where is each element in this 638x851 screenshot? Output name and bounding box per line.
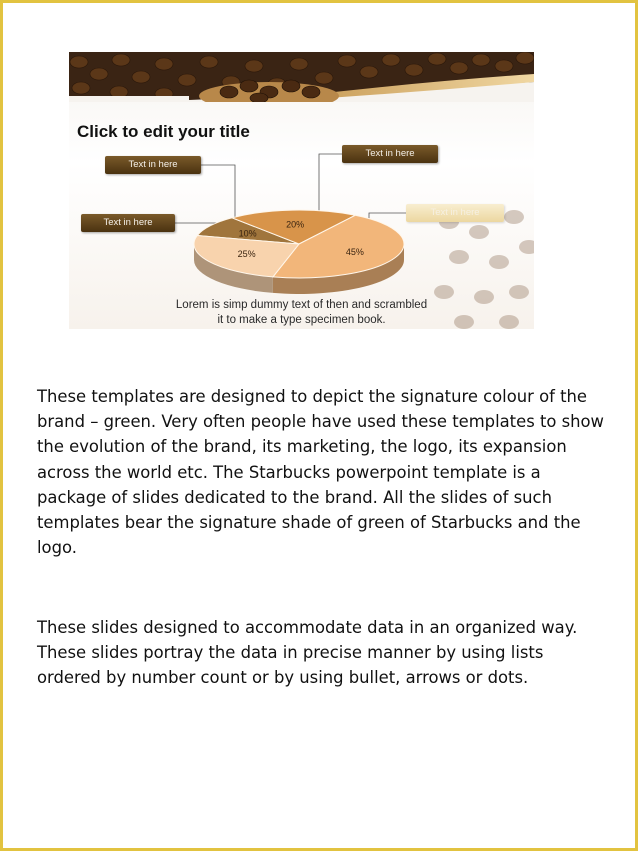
pie-slice-label: 20% [286, 219, 305, 230]
callout-mid-left-label: Text in here [103, 217, 153, 228]
pie-chart [69, 52, 534, 329]
paragraph-2: These slides designed to accommodate data in an organized way. These slides portray the data in precise manner by using lists ordered by number count or by using bullet, arrows or dots. [37, 618, 578, 688]
callout-top-center-label: Text in here [365, 148, 415, 159]
slide-caption-line-2: it to make a type specimen book. [217, 314, 386, 326]
callout-top-left [105, 156, 201, 174]
callout-top-left-label: Text in here [128, 159, 178, 170]
pie-slice-label: 10% [238, 228, 257, 239]
slide-title: Click to edit your title [77, 122, 250, 141]
slide-caption [69, 298, 534, 328]
pie-slice-label: 25% [237, 249, 256, 260]
slide-image [69, 52, 534, 329]
slide-caption-line-1: Lorem is simp dummy text of then and scrambled [175, 299, 428, 311]
paragraph-1: These templates are designed to depict the signature colour of the brand – green. Very often people have used these templates to show the evolution of the brand, its marketing, the logo, its expansion across the world etc. The Starbucks powerpoint template is a package of slides dedicated to the brand. All the slides of such templates bear the signature shade of green of Starbucks and the logo. [37, 387, 604, 558]
callout-mid-left [81, 214, 175, 232]
callout-right-label: Text in here [430, 207, 480, 218]
pie-slice-label: 45% [345, 246, 364, 257]
connector-line [319, 154, 391, 214]
callout-right [406, 204, 504, 222]
callout-top-center [342, 145, 438, 163]
